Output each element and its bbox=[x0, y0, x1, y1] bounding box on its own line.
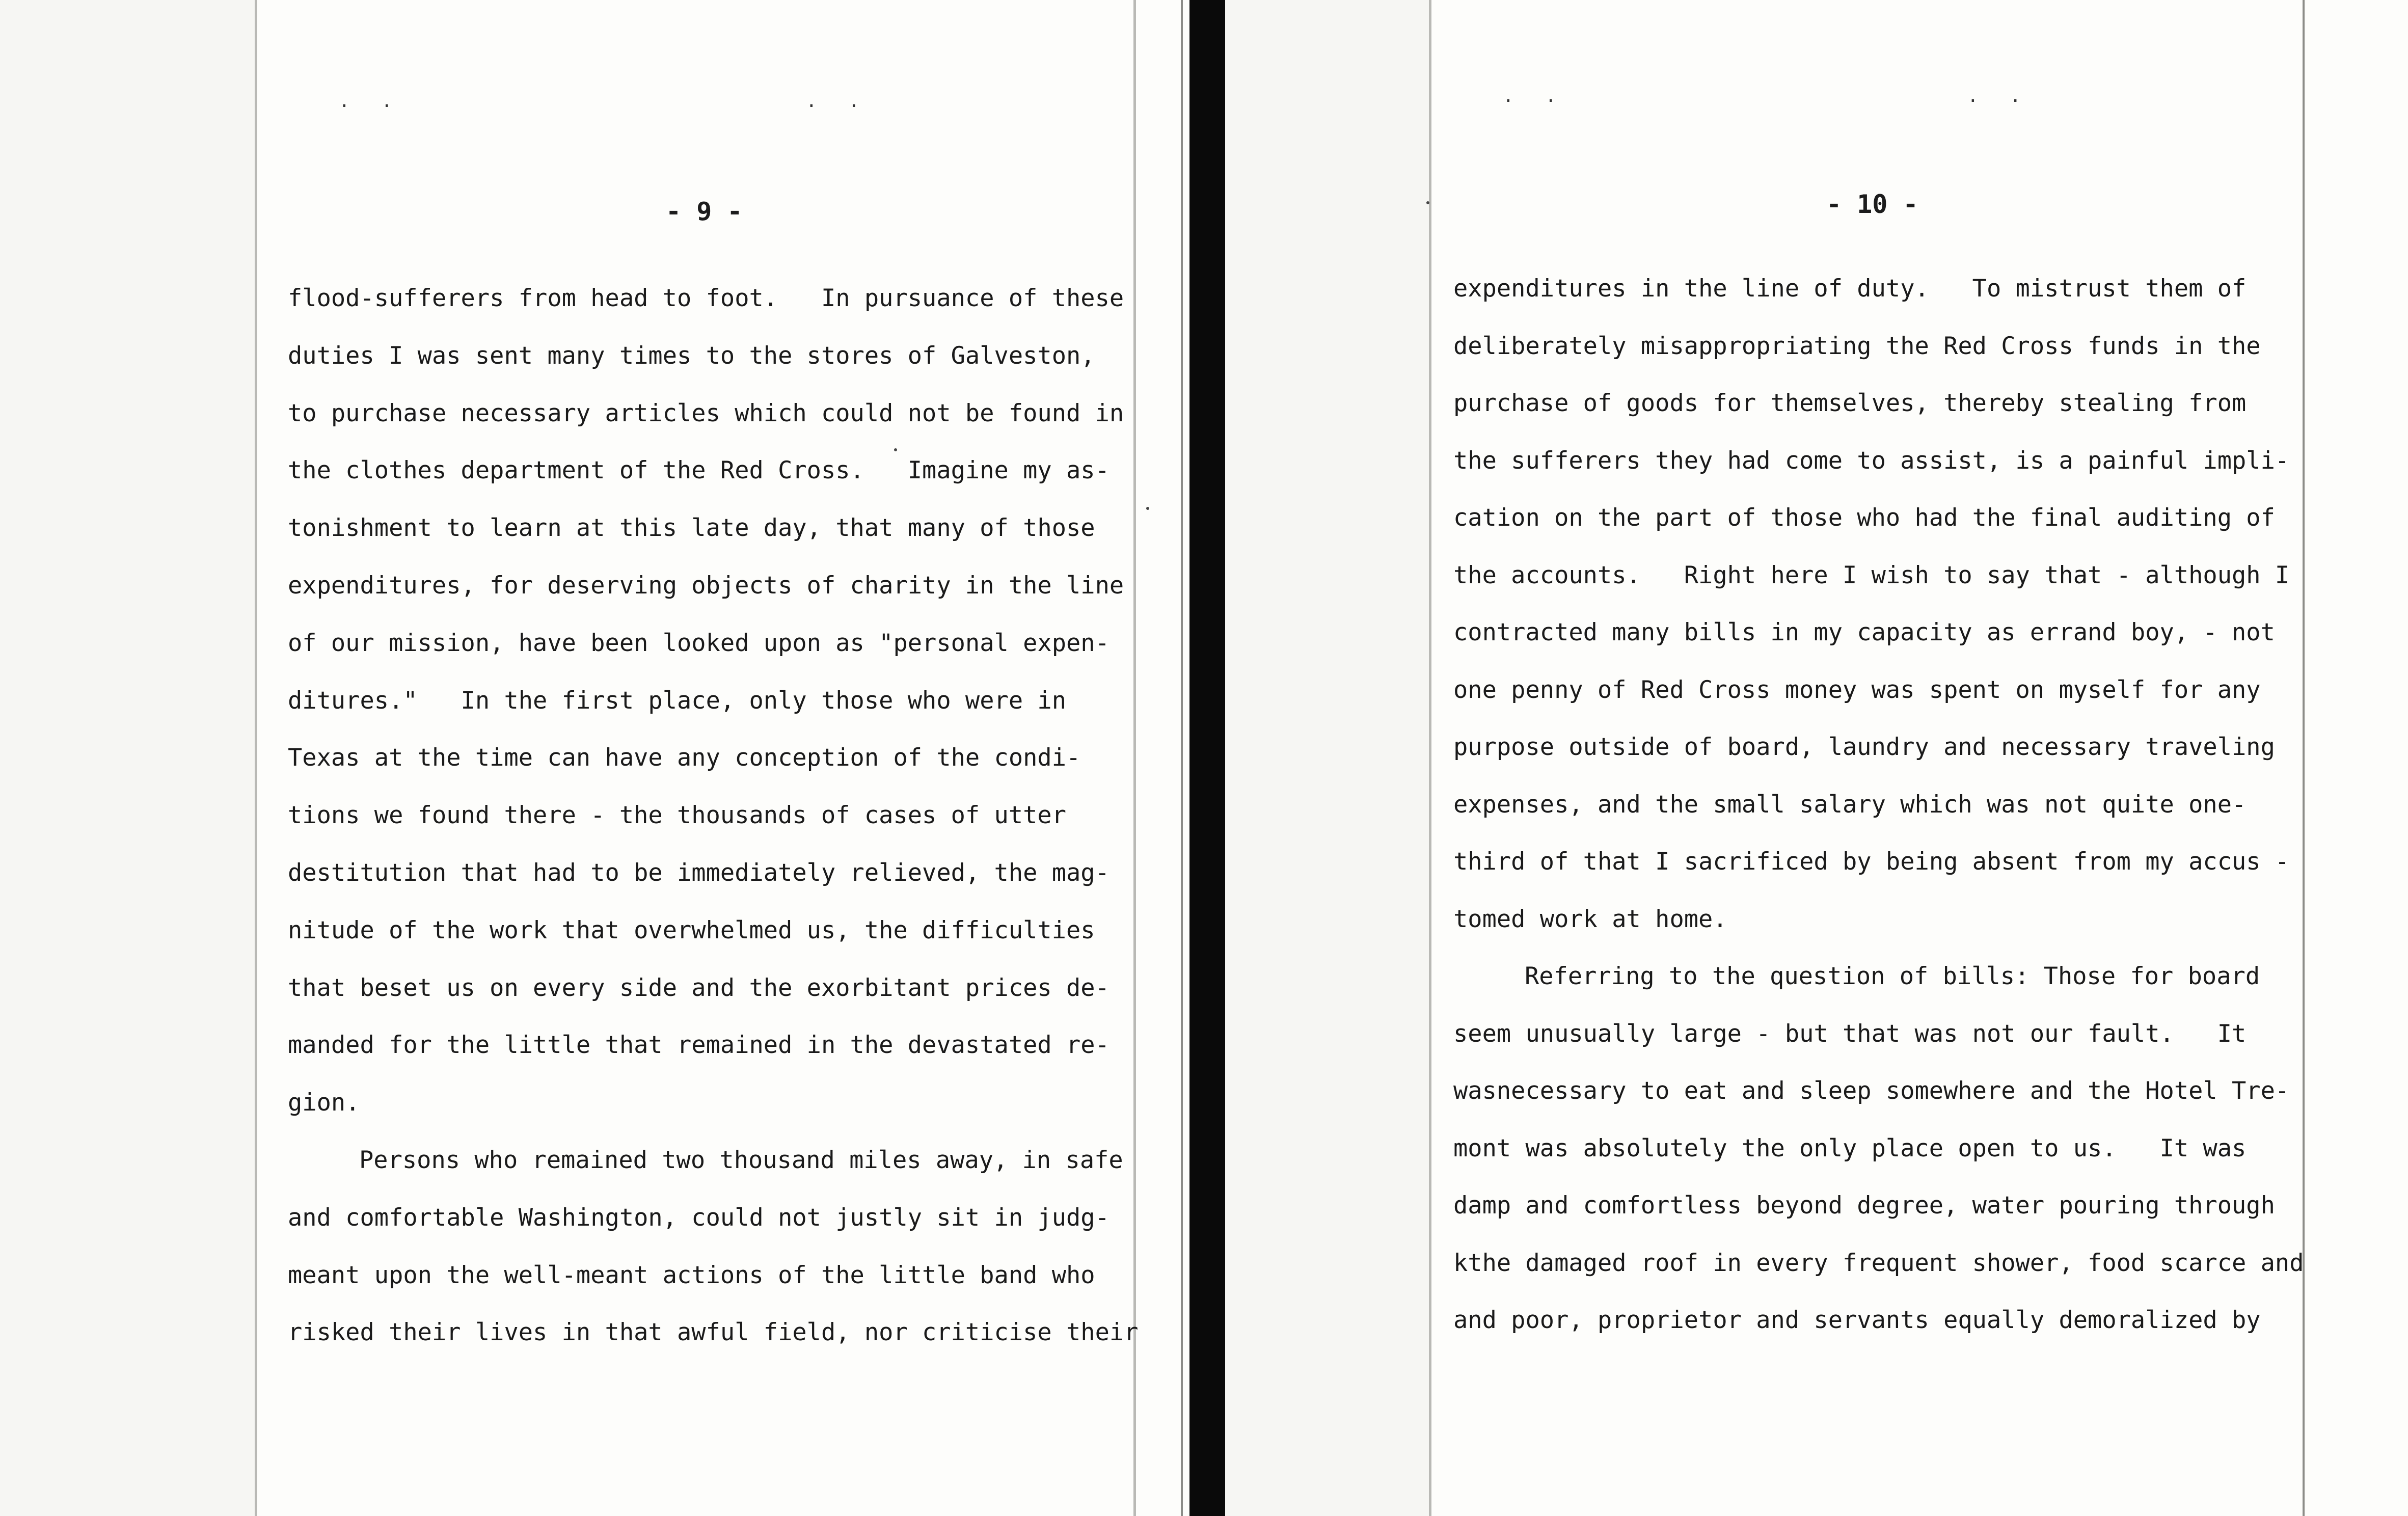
right-page bbox=[1225, 0, 2408, 1516]
punch-marks: . . bbox=[339, 91, 403, 112]
right-page-margin bbox=[1225, 0, 1429, 1516]
punch-marks: . . bbox=[1967, 86, 2032, 106]
text-line: seem unusually large - but that was not our fault. It bbox=[1453, 1019, 2247, 1048]
text-line: purpose outside of board, laundry and necessary traveling bbox=[1453, 733, 2275, 761]
left-page bbox=[0, 0, 1189, 1516]
text-line: the sufferers they had come to assist, is a painful impli- bbox=[1453, 446, 2290, 475]
text-line: Persons who remained two thousand miles away, in safe bbox=[359, 1146, 1123, 1174]
text-line: Texas at the time can have any conception of the condi- bbox=[288, 744, 1081, 772]
text-line: deliberately misappropriating the Red Cross funds in the bbox=[1453, 332, 2261, 360]
text-line: Referring to the question of bills: Those for board bbox=[1525, 962, 2260, 990]
text-line: the clothes department of the Red Cross. Imagine my as- bbox=[288, 456, 1110, 485]
text-line: mont was absolutely the only place open to us. It was bbox=[1453, 1134, 2247, 1162]
text-line: that beset us on every side and the exorbitant prices de- bbox=[288, 973, 1110, 1002]
text-line: kthe damaged roof in every frequent shower, food scarce and bbox=[1453, 1249, 2304, 1277]
text-line: tonishment to learn at this late day, that many of those bbox=[288, 514, 1095, 543]
right-page-edge bbox=[1429, 0, 1431, 1516]
text-line: damp and comfortless beyond degree, water pouring through bbox=[1453, 1192, 2275, 1220]
left-page-margin bbox=[0, 0, 255, 1516]
text-line: ditures." In the first place, only those who were in bbox=[288, 686, 1067, 715]
text-line: cation on the part of those who had the final auditing of bbox=[1453, 504, 2275, 532]
text-line: tomed work at home. bbox=[1453, 905, 1727, 933]
text-line: flood-sufferers from head to foot. In pursuance of these bbox=[288, 284, 1124, 312]
text-line: and poor, proprietor and servants equally demoralized by bbox=[1453, 1306, 2261, 1334]
text-line: third of that I sacrificed by being absent from my accus - bbox=[1453, 848, 2290, 876]
text-line: gion. bbox=[288, 1089, 360, 1117]
text-line: one penny of Red Cross money was spent on myself for any bbox=[1453, 675, 2261, 704]
page-body bbox=[288, 270, 1139, 1362]
text-line: purchase of goods for themselves, thereby stealing from bbox=[1453, 389, 2247, 417]
ink-speck bbox=[894, 448, 897, 451]
left-page-edge bbox=[255, 0, 257, 1516]
left-page-right-edge bbox=[1181, 0, 1183, 1516]
text-line: expenditures in the line of duty. To mistrust them of bbox=[1453, 275, 2247, 303]
text-line: expenditures, for deserving objects of charity in the line bbox=[288, 571, 1124, 600]
punch-marks: . . bbox=[1503, 86, 1567, 106]
text-line: the accounts. Right here I wish to say that - although I bbox=[1453, 561, 2290, 589]
page-number: - 10 - bbox=[1826, 190, 1918, 219]
text-line: risked their lives in that awful field, nor criticise their bbox=[288, 1318, 1139, 1347]
page-body bbox=[1453, 260, 2304, 1349]
ink-speck bbox=[1426, 201, 1429, 204]
text-line: of our mission, have been looked upon as "personal expen- bbox=[288, 629, 1110, 657]
text-line: manded for the little that remained in the devastated re- bbox=[288, 1031, 1110, 1060]
text-line: meant upon the well-meant actions of the little band who bbox=[288, 1261, 1095, 1289]
text-line: destitution that had to be immediately relieved, the mag- bbox=[288, 858, 1110, 887]
text-line: and comfortable Washington, could not justly sit in judg- bbox=[288, 1203, 1110, 1232]
text-line: nitude of the work that overwhelmed us, the difficulties bbox=[288, 916, 1095, 944]
text-line: duties I was sent many times to the stores of Galveston, bbox=[288, 341, 1095, 370]
ink-speck bbox=[1146, 507, 1149, 510]
text-line: contracted many bills in my capacity as errand boy, - not bbox=[1453, 618, 2275, 646]
text-line: expenses, and the small salary which was not quite one- bbox=[1453, 790, 2247, 819]
text-line: to purchase necessary articles which could not be found in bbox=[288, 399, 1124, 427]
page-number: - 9 - bbox=[666, 197, 743, 226]
page-gap bbox=[1189, 0, 1225, 1516]
punch-marks: . . bbox=[806, 91, 870, 112]
text-line: tions we found there - the thousands of cases of utter bbox=[288, 801, 1067, 830]
text-line: wasnecessary to eat and sleep somewhere and the Hotel Tre- bbox=[1453, 1077, 2290, 1105]
